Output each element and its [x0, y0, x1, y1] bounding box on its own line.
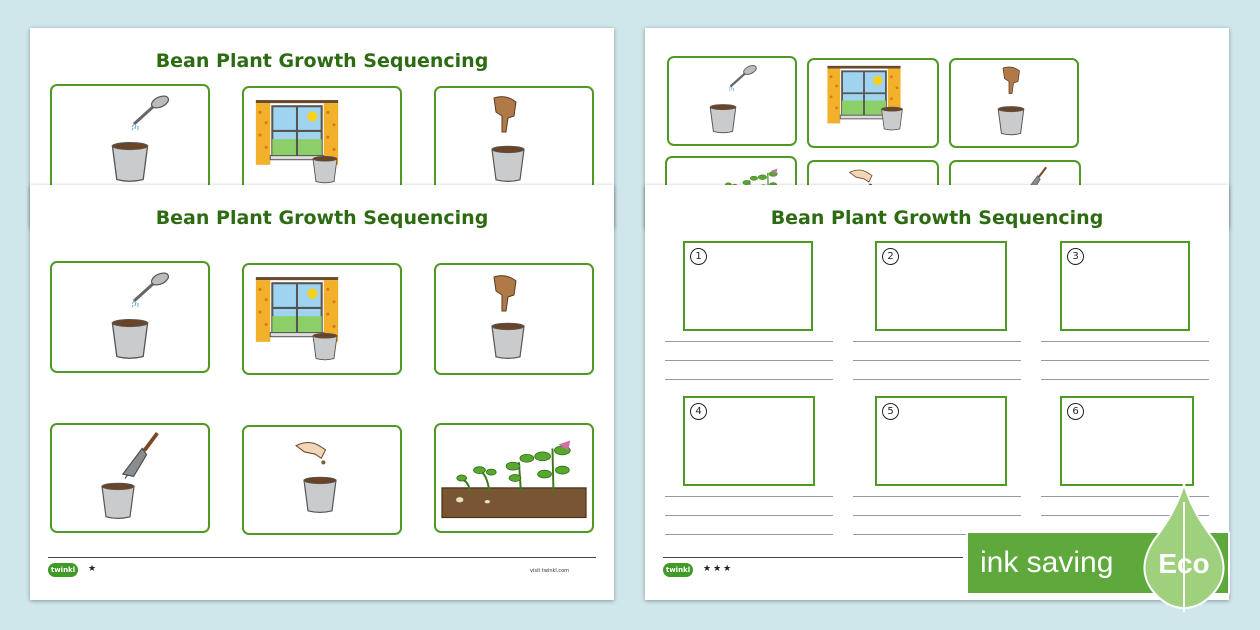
- sequence-number: 6: [1067, 403, 1084, 420]
- footer-rule: [48, 557, 596, 558]
- worksheet-front-left: [30, 185, 614, 600]
- writing-line: [853, 515, 1021, 516]
- card-growth: [434, 423, 594, 533]
- card-watering: [50, 84, 210, 198]
- twinkl-logo: twinkl: [663, 563, 693, 577]
- card-watering: [50, 261, 210, 373]
- sequence-box-1: [683, 241, 813, 331]
- writing-line: [1041, 379, 1209, 380]
- sequence-box-3: [1060, 241, 1190, 331]
- card-hole: [949, 58, 1079, 148]
- card-window: [807, 58, 939, 148]
- writing-line: [665, 379, 833, 380]
- card-window: [242, 263, 402, 375]
- sequence-number: 3: [1067, 248, 1084, 265]
- card-planting: [242, 425, 402, 535]
- sequence-number: 4: [690, 403, 707, 420]
- writing-line: [665, 360, 833, 361]
- writing-line: [853, 341, 1021, 342]
- writing-line: [665, 341, 833, 342]
- card-watering: [667, 56, 797, 146]
- sequence-box-6: [1060, 396, 1194, 486]
- card-hole: [434, 86, 594, 200]
- writing-line: [853, 379, 1021, 380]
- writing-line: [665, 534, 833, 535]
- difficulty-stars: ★★★: [703, 564, 734, 574]
- writing-line: [1041, 341, 1209, 342]
- card-soil: [50, 423, 210, 533]
- sequence-number: 1: [690, 248, 707, 265]
- twinkl-logo: twinkl: [48, 563, 78, 577]
- eco-leaf-icon: [1140, 482, 1228, 612]
- footer-rule: [663, 557, 963, 558]
- card-hole: [434, 263, 594, 375]
- difficulty-stars: ★: [88, 564, 99, 574]
- card-window: [242, 86, 402, 200]
- sequence-box-4: [683, 396, 815, 486]
- writing-line: [1041, 360, 1209, 361]
- sheet-title: Bean Plant Growth Sequencing: [155, 50, 489, 72]
- sheet-title: Bean Plant Growth Sequencing: [155, 207, 489, 229]
- writing-line: [665, 515, 833, 516]
- ink-saving-label: ink saving: [980, 546, 1114, 579]
- sheet-title: Bean Plant Growth Sequencing: [770, 207, 1104, 229]
- writing-line: [665, 496, 833, 497]
- sequence-box-5: [875, 396, 1007, 486]
- writing-line: [853, 496, 1021, 497]
- writing-line: [853, 360, 1021, 361]
- sequence-number: 5: [882, 403, 899, 420]
- visit-link: visit twinkl.com: [530, 568, 570, 574]
- sequence-box-2: [875, 241, 1007, 331]
- eco-label: Eco: [1158, 548, 1210, 579]
- sequence-number: 2: [882, 248, 899, 265]
